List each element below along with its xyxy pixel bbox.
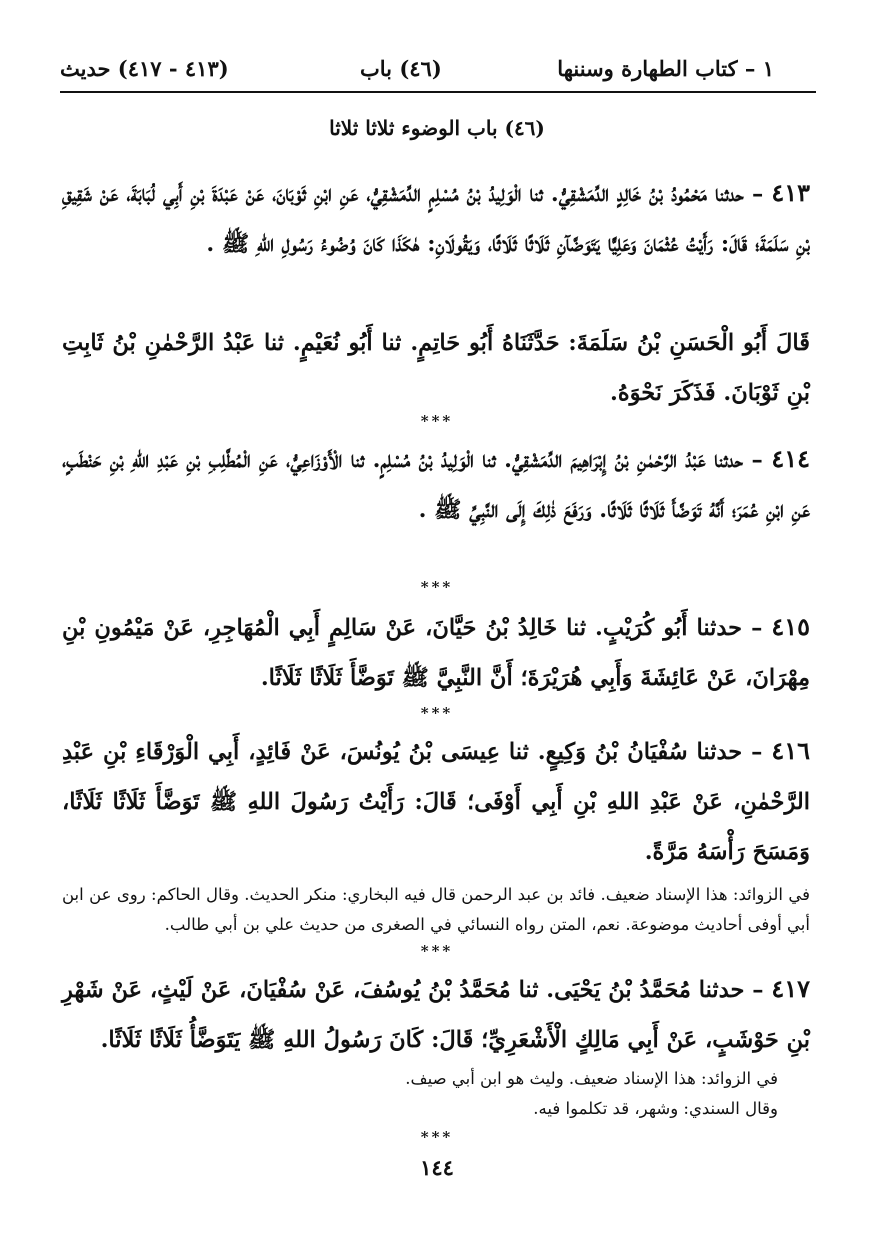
hadith-text: – حدثنا أَبُو كُرَيْبٍ. ثنا خَالِدُ بْنُ حَيَّانَ، عَنْ سَالِمٍ أَبِي الْمُهَاجِرِ، عَنْ مَيْمُونِ بْنِ مِهْرَانَ، عَنْ عَائِشَةَ وَأَبِي هُرَيْرَةَ؛ أَنَّ النَّبِيَّ ﷺ تَوَضَّأَ ثَلَاثًا ثَلَاثًا. xyxy=(62,615,810,691)
hadith-413 xyxy=(62,168,810,269)
header-book-title: ١ – كتاب الطهارة وسننها xyxy=(557,56,774,81)
sindi-note-417: وقال السندي: وشهر، قد تكلموا فيه. xyxy=(533,1099,778,1118)
hadith-number: ٤١٤ xyxy=(771,444,810,473)
hadith-414 xyxy=(62,434,810,535)
header-chapter-number: (٤٦) باب xyxy=(360,56,442,81)
hadith-417 xyxy=(62,964,810,1065)
running-header xyxy=(60,52,814,88)
separator: *** xyxy=(420,1128,454,1146)
hadith-413-addendum: قَالَ أَبُو الْحَسَنِ بْنُ سَلَمَةَ: حَدَّثَنَاهُ أَبُو حَاتِمٍ. ثنا أَبُو نُعَيْمٍ. ثنا عَبْدُ الرَّحْمٰنِ بْنُ ثَابِتِ بْنِ ثَوْبَانَ. فَذَكَرَ نَحْوَهُ. xyxy=(62,330,810,406)
zawaid-note-416: في الزوائد: هذا الإسناد ضعيف. فائد بن عبد الرحمن قال فيه البخاري: منكر الحديث. وقال الحاكم: روى عن ابن أبي أوفى أحاديث موضوعة. نعم، المتن رواه النسائي في الصغرى من حديث علي بن أبي طالب. xyxy=(62,885,810,934)
hadith-number: ٤١٣ xyxy=(771,178,810,207)
hadith-text: – حدثنا سُفْيَانُ بْنُ وَكِيعٍ. ثنا عِيسَى بْنُ يُونُسَ، عَنْ فَائِدٍ، أَبِي الْوَرْقَاءِ بْنِ عَبْدِ الرَّحْمٰنِ، عَنْ عَبْدِ اللهِ بْنِ أَبِي أَوْفَى؛ قَالَ: رَأَيْتُ رَسُولَ اللهِ ﷺ تَوَضَّأَ ثَلَاثًا ثَلَاثًا، وَمَسَحَ رَأْسَهُ مَرَّةً. xyxy=(62,739,810,865)
hadith-number: ٤١٥ xyxy=(771,612,810,641)
hadith-number: ٤١٦ xyxy=(771,736,810,765)
header-hadith-range: (٤١٣ - ٤١٧) حديث xyxy=(60,56,229,81)
separator: *** xyxy=(420,412,454,430)
hadith-415 xyxy=(62,602,810,703)
hadith-text: – حدثنا عَبْدُ الرَّحْمٰنِ بْنُ إِبْرَاهِيمَ الدِّمَشْقِيُّ. ثنا الْوَلِيدُ بْنُ مُسْلِمٍ. ثنا الْأَوْزَاعِيُّ، عَنِ الْمُطَّلِبِ بْنِ عَبْدِ اللهِ بْنِ حَنْطَبٍ، عَنِ ابْنِ عُمَرَ؛ أَنَّهُ تَوَضَّأَ ثَلَاثًا ثَلَاثًا. وَرَفَعَ ذٰلِكَ إِلَى النَّبِيِّ ﷺ . xyxy=(62,447,810,523)
chapter-title: (٤٦) باب الوضوء ثلاثا ثلاثا xyxy=(329,116,545,140)
hadith-number: ٤١٧ xyxy=(771,974,810,1003)
header-rule xyxy=(60,91,816,93)
separator: *** xyxy=(420,704,454,722)
hadith-text: – حدثنا مُحَمَّدُ بْنُ يَحْيَى. ثنا مُحَمَّدُ بْنُ يُوسُفَ، عَنْ سُفْيَانَ، عَنْ لَيْثٍ، عَنْ شَهْرِ بْنِ حَوْشَبٍ، عَنْ أَبِي مَالِكٍ الْأَشْعَرِيِّ؛ قَالَ: كَانَ رَسُولُ اللهِ ﷺ يَتَوَضَّأُ ثَلَاثًا ثَلَاثًا. xyxy=(62,977,810,1053)
page-number: ١٤٤ xyxy=(420,1155,454,1180)
separator: *** xyxy=(420,578,454,596)
zawaid-note-417: في الزوائد: هذا الإسناد ضعيف. وليث هو ابن أبي صيف. xyxy=(405,1069,778,1088)
hadith-text: – حدثنا مَحْمُودُ بْنُ خَالِدٍ الدِّمَشْقِيُّ. ثنا الْوَلِيدُ بْنُ مُسْلِمٍ الدِّمَشْقِيُّ، عَنِ ابْنِ ثَوْبَانَ، عَنْ عَبْدَةَ بْنِ أَبِي لُبَابَةَ، عَنْ شَقِيقِ بْنِ سَلَمَةَ؛ قَالَ: رَأَيْتُ عُثْمَانَ وَعَلِيًّا يَتَوَضَّآنِ ثَلَاثًا ثَلَاثًا، وَيَقُولَانِ: هٰكَذَا كَانَ وُضُوءُ رَسُولِ اللهِ ﷺ . xyxy=(62,181,810,257)
separator: *** xyxy=(420,942,454,960)
hadith-416 xyxy=(62,726,810,877)
